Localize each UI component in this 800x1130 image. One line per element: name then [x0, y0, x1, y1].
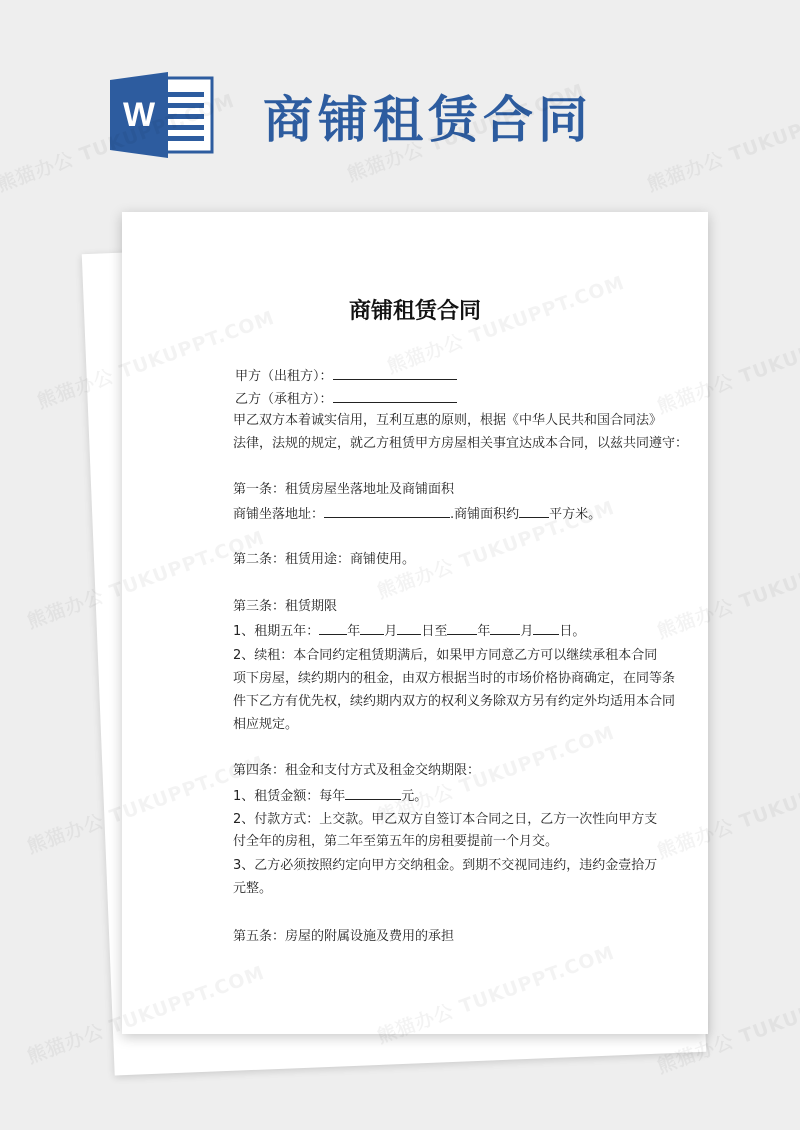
late-fee-line-2: 元整。	[233, 881, 273, 896]
article-1-title: 第一条：租赁房屋坐落地址及商铺面积	[233, 482, 455, 497]
article-5-title: 第五条：房屋的附属设施及费用的承担	[233, 929, 455, 944]
start-year-blank	[319, 622, 347, 635]
document-title: 商铺租赁合同	[348, 299, 481, 324]
end-day-blank	[533, 622, 559, 635]
logo-letter: W	[122, 96, 156, 134]
year-label: 年	[477, 624, 491, 639]
late-fee-line-1: 3、乙方必须按照约定向甲方交纳租金。到期不交视同违约，违约金壹拾万	[233, 858, 658, 873]
article-4-title: 第四条：租金和支付方式及租金交纳期限：	[233, 763, 481, 778]
address-blank	[324, 505, 450, 518]
area-unit: 平方米。	[549, 507, 602, 522]
renewal-line-1: 2、续租：本合同约定租赁期满后，如果甲方同意乙方可以继续承租本合同	[233, 648, 658, 663]
rent-amount-label: 1、租赁金额：每年	[233, 789, 346, 804]
party-b-blank	[333, 390, 457, 403]
party-b-line	[235, 390, 457, 409]
term-label: 1、租期五年：	[233, 624, 320, 639]
article-3-title: 第三条：租赁期限	[233, 599, 338, 614]
end-year-blank	[447, 622, 477, 635]
party-a-label: 甲方（出租方）：	[235, 369, 333, 384]
address-label: 商铺坐落地址：	[233, 507, 325, 522]
start-month-blank	[360, 622, 384, 635]
renewal-line-3: 件下乙方有优先权，续约期内双方的权利义务除双方另有约定外均适用本合同	[233, 694, 676, 709]
intro-line-1: 甲乙双方本着诚实信用，互利互惠的原则，根据《中华人民共和国合同法》	[233, 413, 663, 428]
day-to-label: 日至	[421, 624, 448, 639]
area-label: .商铺面积约	[450, 507, 520, 522]
renewal-line-4: 相应规定。	[233, 717, 299, 732]
renewal-line-2: 项下房屋，续约期内的租金，由双方根据当时的市场价格协商确定，在同等条	[233, 671, 676, 686]
rent-amount-unit: 元。	[401, 789, 428, 804]
banner-title: 商铺租赁合同	[263, 91, 593, 149]
article-2-title: 第二条：租赁用途：商铺使用。	[233, 552, 416, 567]
day-end-label: 日。	[559, 624, 586, 639]
start-day-blank	[397, 622, 421, 635]
end-month-blank	[490, 622, 520, 635]
party-b-label: 乙方（承租方）：	[235, 392, 333, 407]
month-label: 月	[384, 624, 398, 639]
article-3-term-line	[233, 622, 585, 641]
party-a-line	[235, 367, 457, 386]
year-label: 年	[347, 624, 361, 639]
intro-line-2: 法律，法规的规定，就乙方租赁甲方房屋相关事宜达成本合同，以兹共同遵守：	[233, 436, 689, 451]
payment-line-1: 2、付款方式：上交款。甲乙双方自签订本合同之日，乙方一次性向甲方支	[233, 812, 658, 827]
month-label: 月	[520, 624, 534, 639]
payment-line-2: 付全年的房租，第二年至第五年的房租要提前一个月交。	[233, 834, 559, 849]
